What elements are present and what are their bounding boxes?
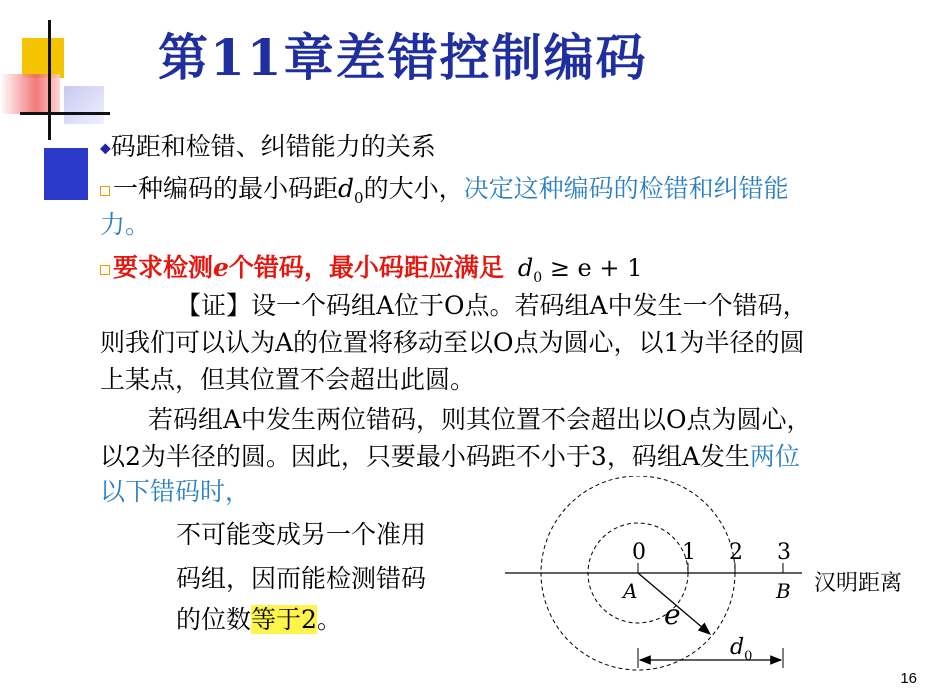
e-label: e (664, 598, 681, 631)
conclusion-line-2: 码组，因而能检测错码 (176, 564, 427, 593)
bullet-line-3: 要求检测e个错码，最小码距应满足 $d_0 \ge e + 1$ (100, 252, 642, 294)
proof-line-2: 则我们可以认为A的位置将移动至以O点为圆心，以1为半径的圆 (100, 328, 805, 357)
page-title: 第11章差错控制编码 (158, 28, 648, 87)
page-number: 16 (900, 670, 917, 687)
bullet-line-2: 一种编码的最小码距$d_0$的大小，决定这种编码的检错和纠错能 (100, 173, 789, 214)
d0-label: $d_0$ (730, 635, 753, 664)
decor-vertical-line (48, 20, 51, 140)
tick-label-2: 2 (729, 540, 743, 565)
conclusion-line-1: 不可能变成另一个准用 (176, 520, 427, 549)
proof2-line-2: 以2为半径的圆。因此，只要最小码距不小于3，码组A发生两位 (100, 442, 800, 471)
tick-label-1: 1 (682, 540, 696, 565)
highlight-equals-2: 等于2 (251, 605, 317, 634)
decor-yellow-square (22, 38, 64, 78)
proof-line-3: 上某点，但其位置不会超出此圆。 (100, 365, 476, 394)
tick-label-3: 3 (777, 540, 791, 565)
decor-horizontal-line (20, 112, 110, 115)
tick-label-0: 0 (632, 540, 646, 565)
decor-blue-square (44, 148, 88, 200)
point-b-label: B (776, 579, 791, 603)
point-a-label: A (623, 579, 638, 603)
decor-red-glow (0, 74, 60, 114)
conclusion-line-3: 的位数等于2。 (176, 605, 342, 634)
bullet-line-2-cont: 力。 (100, 210, 151, 239)
proof2-line-3: 以下错码时， (100, 477, 251, 506)
proof2-line-1: 若码组A中发生两位错码，则其位置不会超出以O点为圆心， (148, 405, 812, 434)
bullet-line-1: ◆码距和检错、纠错能力的关系 (100, 132, 436, 161)
diamond-bullet-icon: ◆ (100, 140, 111, 157)
decor-lavender-square (64, 86, 104, 124)
axis-label: 汉明距离 (814, 571, 903, 596)
hamming-distance-diagram (480, 476, 937, 681)
square-bullet-icon (100, 265, 110, 275)
square-bullet-icon (100, 186, 110, 196)
proof-line-1: 【证】设一个码组A位于O点。若码组A中发生一个错码， (176, 291, 808, 320)
